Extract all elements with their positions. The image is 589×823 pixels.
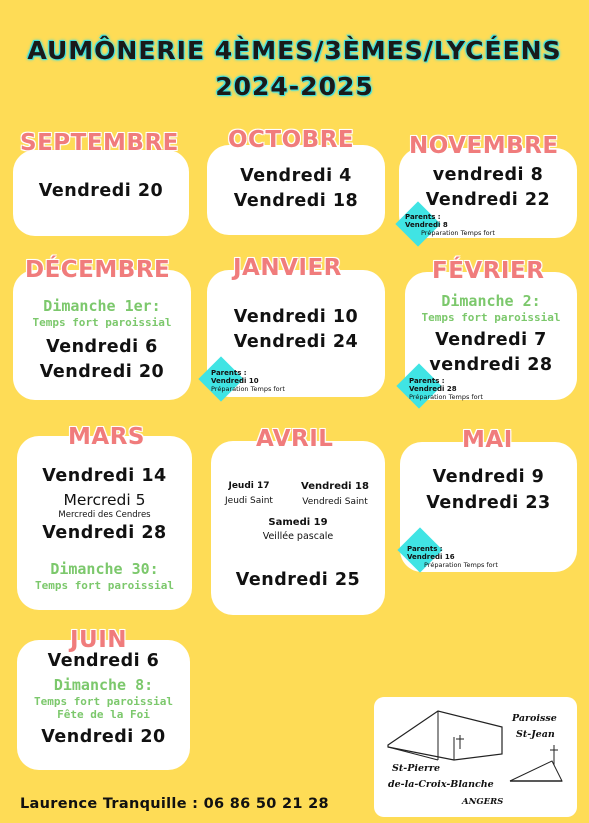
- parents-label: Parents :: [211, 369, 247, 377]
- card-march: [17, 436, 192, 610]
- card-april: [211, 441, 385, 615]
- october-date-2: Vendredi 18: [233, 191, 359, 211]
- page-title: AUMÔNERIE 4ÈMES/3ÈMES/LYCÉENS: [27, 36, 562, 65]
- month-title-march: MARS: [68, 424, 145, 450]
- parents-text: Préparation Temps fort: [421, 229, 495, 237]
- month-title-january: JANVIER: [233, 255, 342, 281]
- november-date-1: vendredi 8: [432, 165, 544, 185]
- march-highlight-1: Dimanche 30:: [50, 560, 159, 578]
- month-title-may: MAI: [462, 427, 513, 453]
- card-october: [207, 145, 385, 235]
- month-title-february: FÉVRIER: [432, 258, 545, 284]
- march-date-1: Vendredi 14: [42, 466, 167, 486]
- june-highlight-2: Temps fort paroissial: [33, 695, 174, 708]
- card-december: [13, 270, 191, 400]
- may-date-2: Vendredi 23: [426, 493, 551, 513]
- logo-text-5: ANGERS: [462, 797, 504, 807]
- february-highlight-2: Temps fort paroissial: [421, 311, 561, 324]
- card-june: [17, 640, 190, 770]
- parents-text: Préparation Temps fort: [211, 385, 285, 393]
- logo-text-2: St-Jean: [516, 729, 555, 740]
- month-title-november: NOVEMBRE: [409, 133, 559, 159]
- contact-footer: Laurence Tranquille : 06 86 50 21 28: [20, 796, 329, 812]
- october-date-1: Vendredi 4: [240, 166, 352, 186]
- parents-date: Vendredi 16: [407, 553, 455, 561]
- april-date-1: Vendredi 25: [235, 570, 361, 590]
- april-event-3-note: Veillée pascale: [262, 531, 334, 542]
- june-highlight-3: Fête de la Foi: [57, 708, 150, 721]
- parents-note-january: [211, 369, 285, 393]
- parents-note-may: [407, 545, 498, 569]
- page-subtitle-year: 2024-2025: [215, 72, 374, 101]
- january-date-1: Vendredi 10: [233, 307, 359, 327]
- logo-text-4: de-la-Croix-Blanche: [388, 779, 494, 790]
- april-event-2: Vendredi 18: [301, 481, 369, 492]
- parents-label: Parents :: [407, 545, 443, 553]
- december-date-1: Vendredi 6: [46, 337, 158, 357]
- parents-text: Préparation Temps fort: [424, 561, 498, 569]
- parents-label: Parents :: [409, 377, 445, 385]
- november-date-2: Vendredi 22: [425, 190, 551, 210]
- april-event-2-note: Vendredi Saint: [302, 497, 368, 507]
- month-title-october: OCTOBRE: [228, 127, 355, 153]
- month-title-september: SEPTEMBRE: [20, 130, 179, 156]
- february-date-2: vendredi 28: [429, 355, 553, 375]
- june-date-1: Vendredi 6: [47, 651, 160, 671]
- logo-text-3: St-Pierre: [392, 763, 441, 774]
- month-title-june: JUIN: [70, 627, 128, 653]
- month-title-april: AVRIL: [256, 426, 334, 452]
- march-event-1: Mercredi 5: [63, 491, 146, 509]
- parents-note-november: [405, 213, 495, 237]
- parents-date: Vendredi 28: [409, 385, 457, 393]
- april-event-1-note: Jeudi Saint: [225, 496, 273, 506]
- april-event-3: Samedi 19: [268, 517, 328, 528]
- parents-date: Vendredi 8: [405, 221, 448, 229]
- parents-text: Préparation Temps fort: [409, 393, 483, 401]
- january-date-2: Vendredi 24: [233, 332, 359, 352]
- march-date-2: Vendredi 28: [42, 523, 167, 543]
- february-highlight-1: Dimanche 2:: [441, 292, 541, 310]
- september-date-1: Vendredi 20: [38, 181, 164, 201]
- april-event-1: Jeudi 17: [228, 481, 270, 491]
- december-highlight-1: Dimanche 1er:: [43, 297, 161, 315]
- march-highlight-2: Temps fort paroissial: [34, 579, 175, 592]
- card-september: [13, 150, 189, 236]
- parents-note-february: [409, 377, 483, 401]
- parents-date: Vendredi 10: [211, 377, 259, 385]
- june-highlight-1: Dimanche 8:: [53, 676, 154, 694]
- parents-label: Parents :: [405, 213, 441, 221]
- month-title-december: DÉCEMBRE: [25, 257, 171, 283]
- parish-logo: [374, 697, 577, 817]
- june-date-2: Vendredi 20: [41, 727, 166, 747]
- december-highlight-2: Temps fort paroissial: [32, 316, 172, 329]
- march-event-1-note: Mercredi des Cendres: [58, 510, 151, 520]
- december-date-2: Vendredi 20: [39, 362, 165, 382]
- logo-text-1: Paroisse: [512, 713, 557, 724]
- may-date-1: Vendredi 9: [432, 467, 545, 487]
- february-date-1: Vendredi 7: [435, 330, 547, 350]
